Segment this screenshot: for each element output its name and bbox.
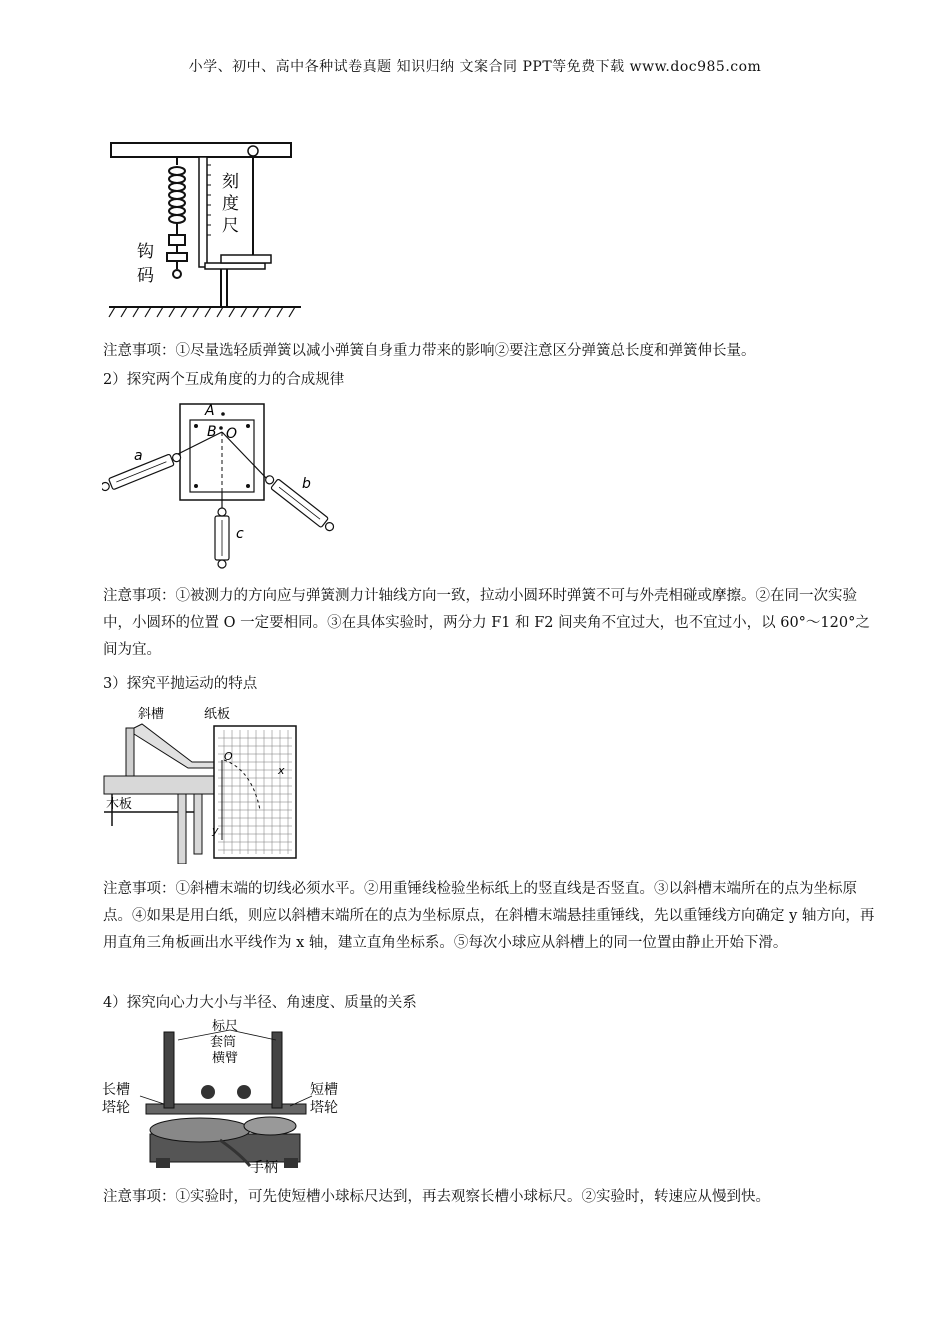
label-short-wheel: 塔轮: [310, 1100, 338, 1116]
label-board: 纸板: [204, 707, 231, 722]
label-scale-ruler: 标尺: [212, 1019, 239, 1034]
note-4: 注意事项：①实验时，可先使短槽小球标尺达到，再去观察长槽小球标尺。②实验时，转速应从慢到快。: [103, 1189, 770, 1205]
label-short-slot: 短槽: [310, 1082, 338, 1098]
note-3: 注意事项：①斜槽末端的切线必须水平。②用重锤线检验坐标纸上的竖直线是否竖直。③以斜槽末端所在的点为坐标原点。④如果是用白纸，则应以斜槽末端所在的点为坐标原点，在斜槽末端悬挂重锤线，先以重锤线方向确定 y 轴方向，再用直角三角板画出水平线作为 x 轴，建立直角坐标系。⑤每次小球应从斜槽上的同一位置由静止开始下滑。: [103, 881, 875, 951]
label-A: A: [205, 403, 215, 419]
label-B: B: [207, 424, 217, 440]
label-origin: O: [224, 750, 233, 763]
section-4-title: 4）探究向心力大小与半径、角速度、质量的关系: [103, 995, 417, 1011]
section-2-title: 2）探究两个互成角度的力的合成规律: [103, 372, 345, 388]
projectile-figure: [102, 700, 302, 864]
label-plank: 木板: [106, 797, 133, 812]
label-y: y: [212, 824, 219, 837]
label-a: a: [134, 448, 143, 464]
label-hook-1: 钩: [137, 242, 154, 262]
label-ruler-3: 尺: [222, 216, 239, 236]
label-hook-2: 码: [137, 266, 154, 286]
note-1: 注意事项：①尽量选轻质弹簧以减小弹簧自身重力带来的影响②要注意区分弹簧总长度和弹簧伸长量。: [103, 343, 756, 359]
page-header: 小学、初中、高中各种试卷真题 知识归纳 文案合同 PPT等免费下载 www.doc985.com: [188, 59, 762, 75]
note-2: 注意事项：①被测力的方向应与弹簧测力计轴线方向一致，拉动小圆环时弹簧不可与外壳相碰或摩擦。②在同一次实验中，小圆环的位置 O 一定要相同。③在具体实验时，两分力 F1 和 F2 间夹角不宜过大，也不宜过小，以 60°～120°之间为宜。: [103, 588, 870, 658]
label-sleeve: 套筒: [210, 1035, 237, 1050]
spring-ruler-figure: [105, 135, 305, 325]
label-cross-arm: 横臂: [212, 1051, 239, 1066]
centripetal-figure: [100, 1014, 360, 1176]
label-c: c: [236, 526, 244, 542]
label-ruler-2: 度: [222, 194, 239, 214]
label-handle: 手柄: [250, 1160, 278, 1176]
label-long-wheel: 塔轮: [102, 1100, 130, 1116]
label-ruler-1: 刻: [222, 172, 239, 192]
label-b: b: [302, 476, 311, 492]
label-chute: 斜槽: [138, 707, 165, 722]
force-composition-figure: [102, 398, 342, 570]
label-x: x: [278, 764, 285, 777]
section-3-title: 3）探究平抛运动的特点: [103, 676, 258, 692]
label-O: O: [226, 426, 238, 442]
label-long-slot: 长槽: [102, 1082, 130, 1098]
